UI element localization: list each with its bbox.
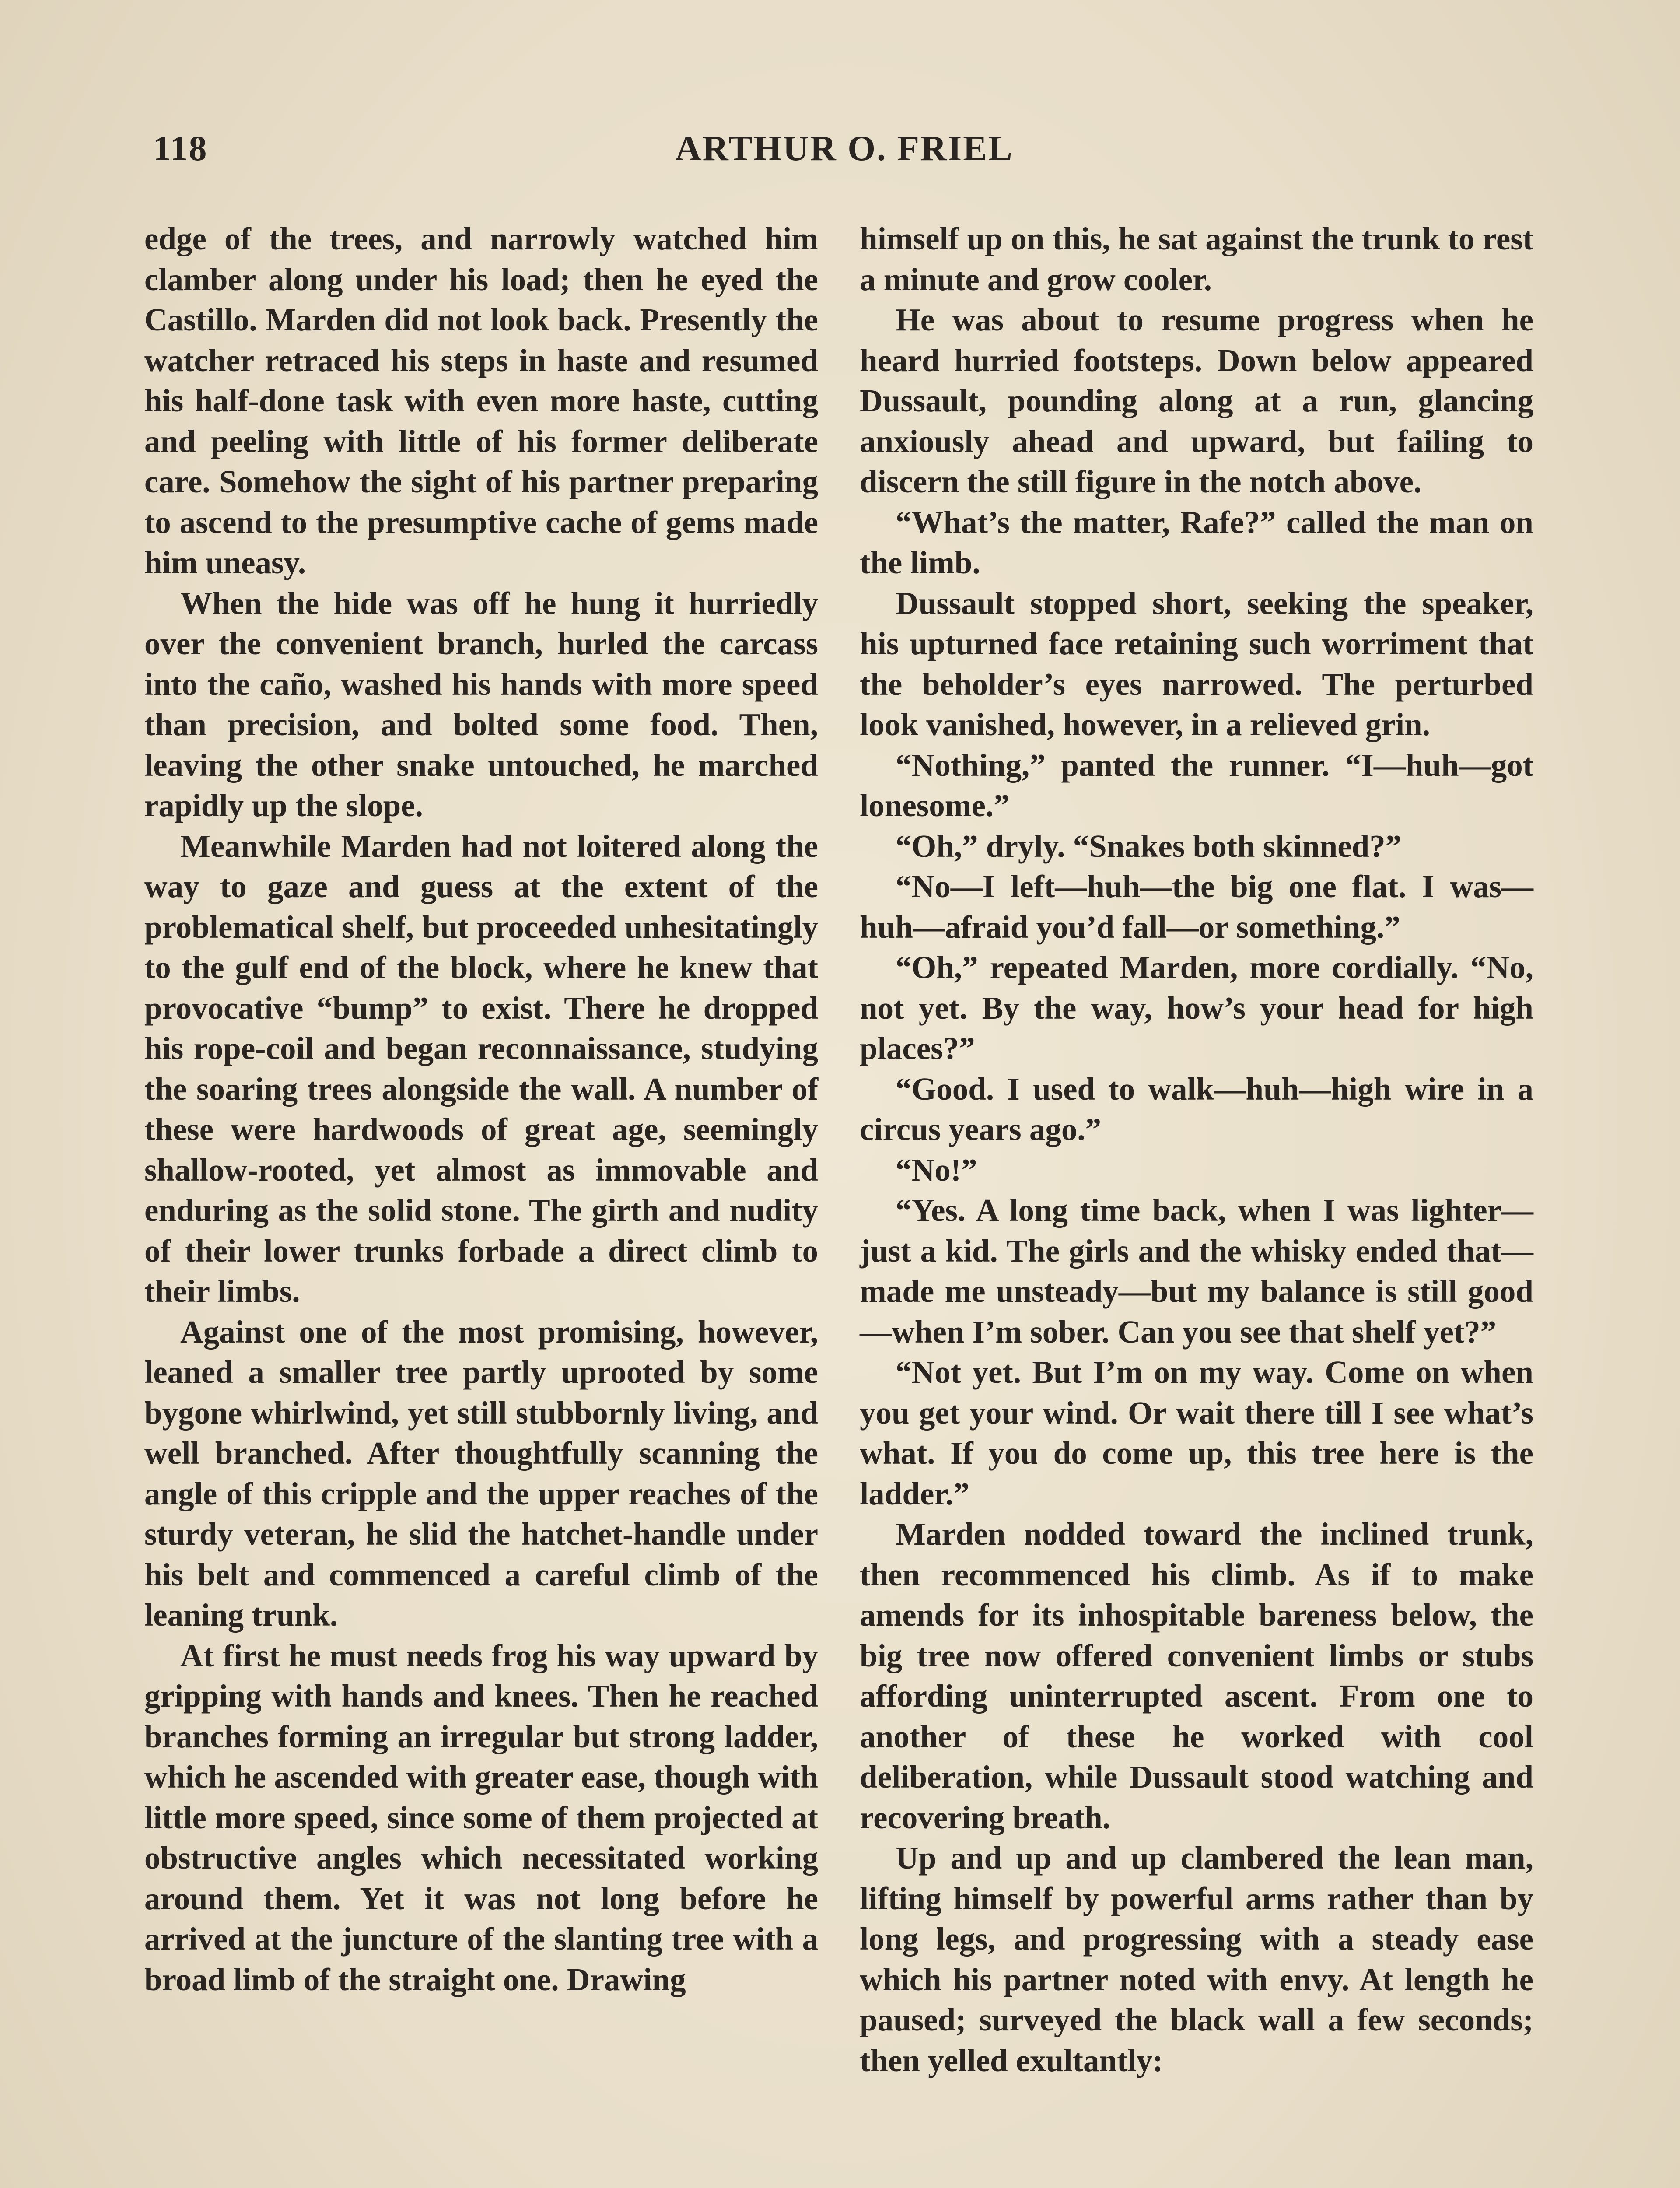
paragraph: “Good. I used to walk—huh—high wire in a circus years ago.” xyxy=(860,1071,1533,1147)
paragraph: “Oh,” repeated Marden, more cordially. “No, not yet. By the way, how’s your head for high places?” xyxy=(860,950,1533,1066)
paragraph: Meanwhile Marden had not loitered along the way to gaze and guess at the extent of the problematical shelf, but proceeded unhesitatingly to the gulf end of the block, where he knew that provocative “bump” to exist. There he dropped his rope-coil and began reconnaissance, studying the soaring trees alongside the wall. A number of these were hardwoods of great age, seemingly shallow-rooted, yet almost as immovable and enduring as the solid stone. The girth and nudity of their lower trunks forbade a direct climb to their limbs. xyxy=(144,828,818,1309)
paragraph: At first he must needs frog his way upward by gripping with hands and knees. Then he reached branches forming an irregular but strong ladder, which he ascended with greater ease, though with little more speed, since some of them projected at obstructive angles which necessitated working around them. Yet it was not long before he arrived at the juncture of the slanting tree with a broad limb of the straight one. Drawing xyxy=(144,1637,818,1997)
page-number: 118 xyxy=(153,128,208,168)
paragraph: “Not yet. But I’m on my way. Come on when you get your wind. Or wait there till I see what’s what. If you do come up, this tree here is the ladder.” xyxy=(860,1354,1533,1511)
paragraph: “Nothing,” panted the runner. “I—huh—got lonesome.” xyxy=(860,747,1533,823)
paragraph: edge of the trees, and narrowly watched him clamber along under his load; then he eyed the Castillo. Marden did not look back. Presently the watcher retraced his steps in haste and resumed his half-done task with even more haste, cutting and peeling with little of his former deliberate care. Somehow the sight of his partner preparing to ascend to the presumptive cache of gems made him uneasy. xyxy=(144,221,818,580)
paragraph: Dussault stopped short, seeking the speaker, his upturned face retaining such worriment that the beholder’s eyes narrowed. The perturbed look vanished, however, in a relieved grin. xyxy=(860,585,1533,742)
running-title: ARTHUR O. FRIEL xyxy=(675,128,1014,168)
paragraph: He was about to resume progress when he heard hurried footsteps. Down below appeared Dussault, pounding along at a run, glancing anxiously ahead and upward, but failing to discern the still figure in the notch above. xyxy=(860,302,1533,499)
paragraph: “No—I left—huh—the big one flat. I was—huh—afraid you’d fall—or something.” xyxy=(860,869,1533,945)
paragraph: “Oh,” dryly. “Snakes both skinned?” xyxy=(896,828,1402,864)
left-column xyxy=(144,219,818,2000)
paragraph: “What’s the matter, Rafe?” called the man on the limb. xyxy=(860,504,1533,580)
paragraph: Marden nodded toward the inclined trunk, then recommenced his climb. As if to make amends for its inhospitable bareness below, the big tree now offered convenient limbs or stubs affording uninterrupted ascent. From one to another of these he worked with cool deliberation, while Dussault stood watching and recovering breath. xyxy=(860,1516,1533,1835)
paragraph: Against one of the most promising, however, leaned a smaller tree partly uprooted by some bygone whirlwind, yet still stubbornly living, and well branched. After thoughtfully scanning the angle of this cripple and the upper reaches of the sturdy veteran, he slid the hatchet-handle under his belt and commenced a careful climb of the leaning trunk. xyxy=(144,1314,818,1633)
right-column xyxy=(860,219,1533,2081)
page-header xyxy=(144,128,1544,185)
paragraph: “Yes. A long time back, when I was lighter—just a kid. The girls and the whisky ended that—made me unsteady—but my balance is still good—when I’m sober. Can you see that shelf yet?” xyxy=(860,1192,1533,1350)
paragraph: “No!” xyxy=(896,1152,977,1188)
paragraph: himself up on this, he sat against the trunk to rest a minute and grow cooler. xyxy=(860,221,1533,297)
paragraph: When the hide was off he hung it hurriedly over the convenient branch, hurled the carcass into the caño, washed his hands with more speed than precision, and bolted some food. Then, leaving the other snake untouched, he marched rapidly up the slope. xyxy=(144,585,818,823)
paragraph: Up and up and up clambered the lean man, lifting himself by powerful arms rather than by long legs, and progressing with a steady ease which his partner noted with envy. At length he paused; surveyed the black wall a few seconds; then yelled exultantly: xyxy=(860,1840,1533,2078)
